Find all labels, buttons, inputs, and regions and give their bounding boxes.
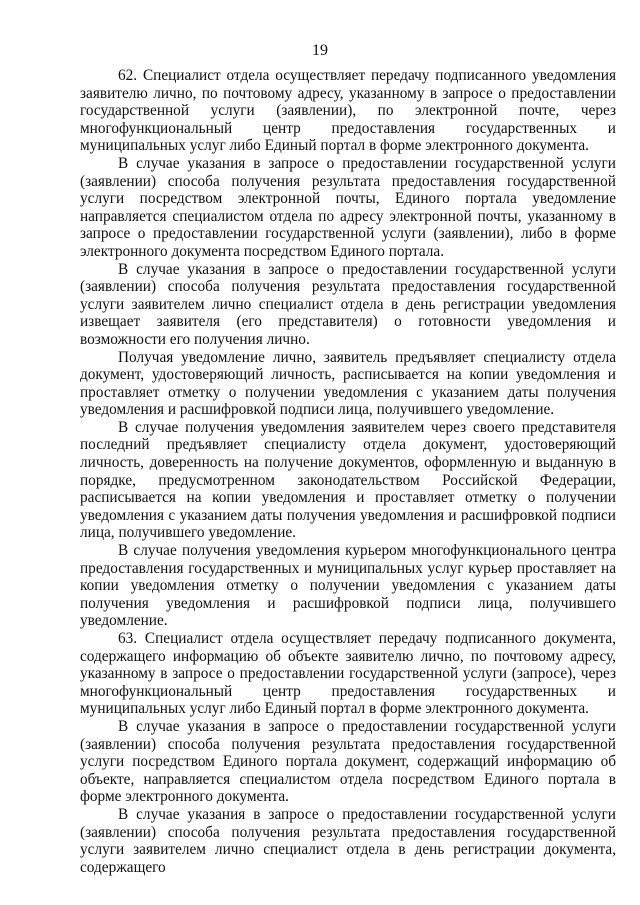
paragraph-personal-receipt: Получая уведомление лично, заявитель предъявляет специалисту отдела документ, удостоверяющий личность, расписывается на копии уведомления и проставляет отметку о получении уведомления с указанием даты получения уведомления и расшифровкой подписи лица, получившего уведомление. [80,348,616,419]
page-number: 19 [312,42,328,59]
paragraph-62: 62. Специалист отдела осуществляет передачу подписанного уведомления заявителю лично, по почтовому адресу, указанному в запросе о предоставлении государственной услуги (заявлении), по электронной почте, через многофункциональный центр предоставления государственных и муниципальных услуг либо Единый портал в форме электронного документа. [80,67,616,155]
paragraph-courier-receipt: В случае получения уведомления курьером многофункционального центра предоставления государственных и муниципальных услуг курьер проставляет на копии уведомления отметку о получении уведомления с указанием даты получения уведомления и расшифровкой подписи лица, получившего уведомление. [80,542,616,630]
paragraph-portal-delivery: В случае указания в запросе о предоставлении государственной услуги (заявлении) способа получения результата предоставления государственной услуги посредством Единого портала документ, содержащий информацию об объекте, направляется специалистом отдела посредством Единого портала в форме электронного документа. [80,717,616,806]
paragraph-63: 63. Специалист отдела осуществляет передачу подписанного документа, содержащего информацию об объекте заявителю лично, по почтовому адресу, указанному в запросе о предоставлении государственной услуги (запросе), через многофункциональный центр предоставления государственных и муниципальных услуг либо Единый портал в форме электронного документа. [80,630,616,718]
document-body [80,67,616,876]
paragraph-personal-document: В случае указания в запросе о предоставлении государственной услуги (заявлении) способа получения результата предоставления государственной услуги заявителем лично специалист отдела в день регистрации документа, содержащего [80,805,616,876]
paragraph-personal-delivery: В случае указания в запросе о предоставлении государственной услуги (заявлении) способа получения результата предоставления государственной услуги заявителем лично специалист отдела в день регистрации уведомления извещает заявителя (его представителя) о готовности уведомления и возможности его получения лично. [80,260,616,348]
paragraph-email-delivery: В случае указания в запросе о предоставлении государственной услуги (заявлении) способа получения результата предоставления государственной услуги посредством электронной почты, Единого портала уведомление направляется специалистом отдела по адресу электронной почты, указанному в запросе о предоставлении государственной услуги (заявлении), либо в форме электронного документа посредством Единого портала. [80,154,616,260]
paragraph-representative-receipt: В случае получения уведомления заявителем через своего представителя последний предъявляет специалисту отдела документ, удостоверяющий личность, доверенность на получение документов, оформленную и выданную в порядке, предусмотренном законодательством Российской Федерации, расписывается на копии уведомления и проставляет отметку о получении уведомления с указанием даты получения уведомления и расшифровкой подписи лица, получившего уведомление. [80,418,616,542]
